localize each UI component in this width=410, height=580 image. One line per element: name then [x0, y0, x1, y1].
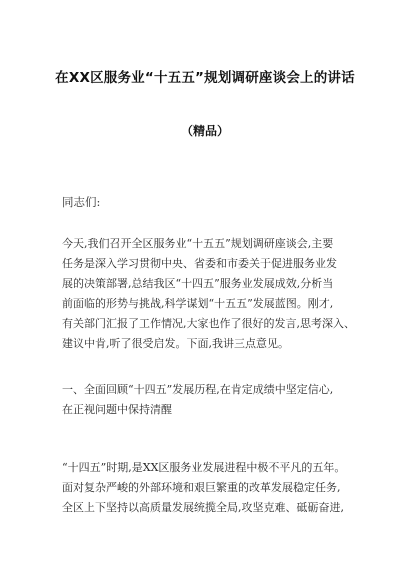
paragraph-line: 有关部门汇报了工作情况,大家也作了很好的发言,思考深入、: [62, 317, 355, 330]
section-heading-1: [62, 380, 362, 420]
paragraph-line: 今天,我们召开全区服务业“十五五”规划调研座谈会,主要: [62, 237, 334, 250]
paragraph-line: 面对复杂严峻的外部环境和艰巨繁重的改革发展稳定任务,: [62, 481, 341, 494]
paragraph-line: “十四五”时期,是XX区服务业发展进程中极不平凡的五年。: [62, 461, 346, 474]
paragraph-opening: [62, 234, 362, 354]
paragraph-line: 展的决策部署,总结我区“十四五”服务业发展成效,分析当: [62, 277, 334, 290]
paragraph-line: 前面临的形势与挑战,科学谋划“十五五”发展蓝图。刚才,: [62, 297, 334, 310]
document-subtitle: （精品）: [180, 124, 229, 138]
paragraph-line: 任务是深入学习贯彻中央、省委和市委关于促进服务业发: [62, 257, 337, 270]
document-title: 在XX区服务业“十五五”规划调研座谈会上的讲话: [55, 70, 355, 86]
paragraph-line: 建议中肯,听了很受启发。下面,我讲三点意见。: [62, 337, 289, 350]
paragraph-line: 全区上下坚持以高质量发展统揽全局,攻坚克难、砥砺奋进,: [62, 501, 344, 514]
paragraph-line: 一、全面回顾“十四五”发展历程,在肯定成绩中坚定信心,: [62, 383, 334, 396]
paragraph-line: 在正视问题中保持清醒: [62, 403, 172, 416]
salutation: 同志们:: [62, 195, 101, 209]
paragraph-review: [62, 458, 362, 518]
